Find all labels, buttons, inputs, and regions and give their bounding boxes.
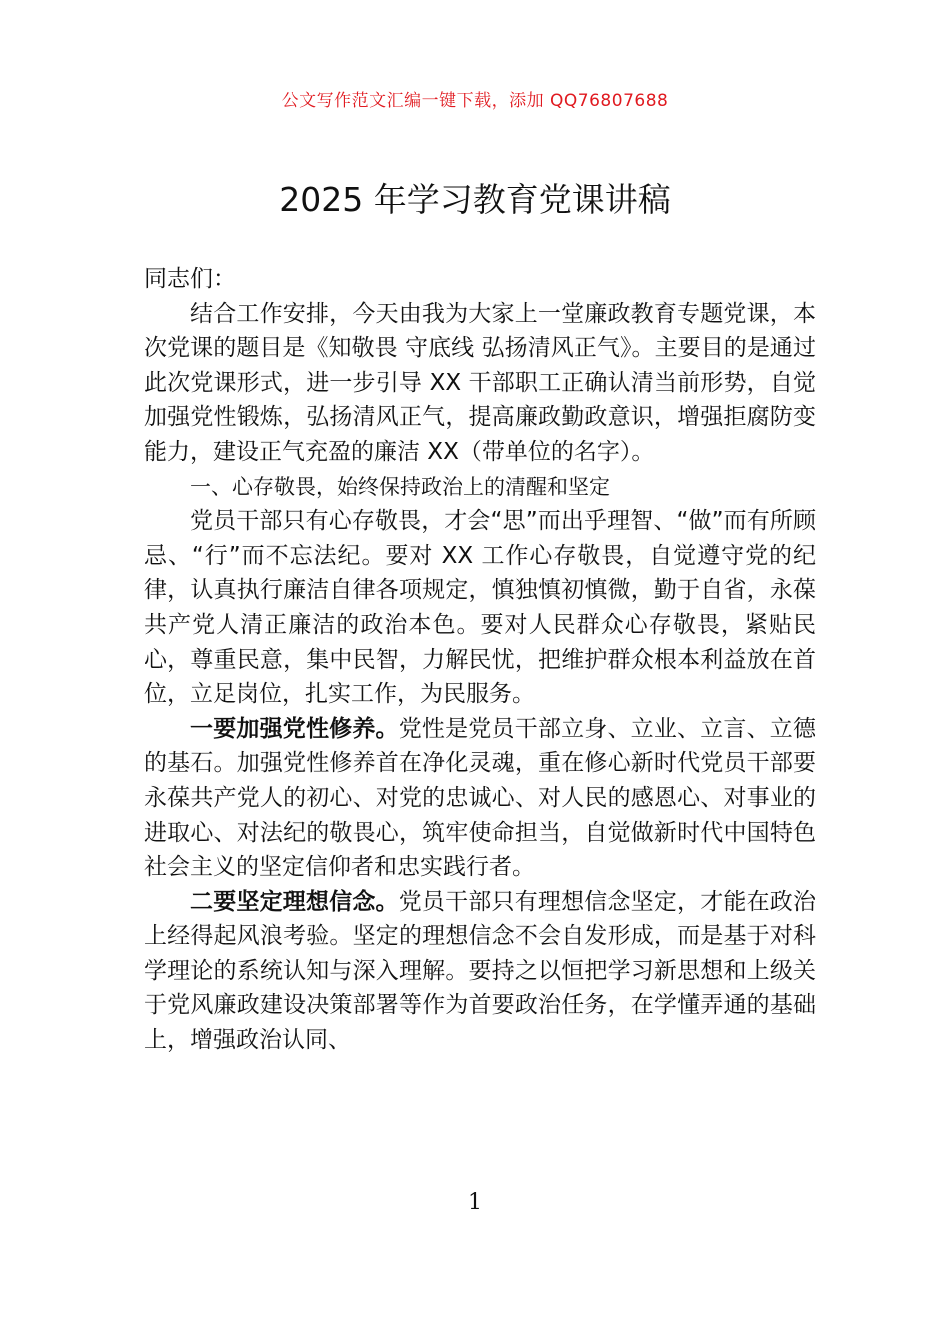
- intro-paragraph: 结合工作安排，今天由我为大家上一堂廉政教育专题党课，本次党课的题目是《知敬畏 守底线 弘扬清风正气》。主要目的是通过此次党课形式，进一步引导 XX 干部职工正确认清当前形势，自觉加强党性锻炼，弘扬清风正气，提高廉政勤政意识，增强拒腐防变能力，建设正气充盈的廉洁 XX（带单位的名字）。: [144, 300, 816, 465]
- point-one-text: 党性是党员干部立身、立业、立言、立德的基石。加强党性修养首在净化灵魂，重在修心新时代党员干部要永葆共产党人的初心、对党的忠诚心、对人民的感恩心、对事业的进取心、对法纪的敬畏心，筑牢使命担当，自觉做新时代中国特色社会主义的坚定信仰者和忠实践行者。: [144, 715, 817, 881]
- point-one-lead: 一要加强党性修养。: [190, 715, 399, 742]
- page-number: 1: [468, 1190, 482, 1215]
- point-two-lead: 二要坚定理想信念。: [190, 888, 399, 915]
- download-banner[interactable]: 公文写作范文汇编一键下载，添加 QQ76807688: [281, 91, 669, 111]
- document-body: [144, 262, 816, 1058]
- point-two-text: 党员干部只有理想信念坚定，才能在政治上经得起风浪考验。坚定的理想信念不会自发形成，而是基于对科学理论的系统认知与深入理解。要持之以恒把学习新思想和上级关于党风廉政建设决策部署等作为首要政治任务，在学懂弄通的基础上，增强政治认同、: [144, 888, 817, 1054]
- salutation: 同志们：: [144, 266, 236, 292]
- document-title: 2025 年学习教育党课讲稿: [279, 180, 671, 219]
- point-one-paragraph: [144, 712, 816, 885]
- point-two-paragraph: [144, 885, 816, 1058]
- section-heading: 一、心存敬畏，始终保持政治上的清醒和坚定: [190, 474, 610, 499]
- section-paragraph: 党员干部只有心存敬畏，才会“思”而出乎理智、“做”而有所顾忌、“行”而不忘法纪。要对 XX 工作心存敬畏，自觉遵守党的纪律，认真执行廉洁自律各项规定，慎独慎初慎微，勤于自省，永葆共产党人清正廉洁的政治本色。要对人民群众心存敬畏，紧贴民心，尊重民意，集中民智，力解民忧，把维护群众根本利益放在首位，立足岗位，扎实工作，为民服务。: [144, 508, 816, 708]
